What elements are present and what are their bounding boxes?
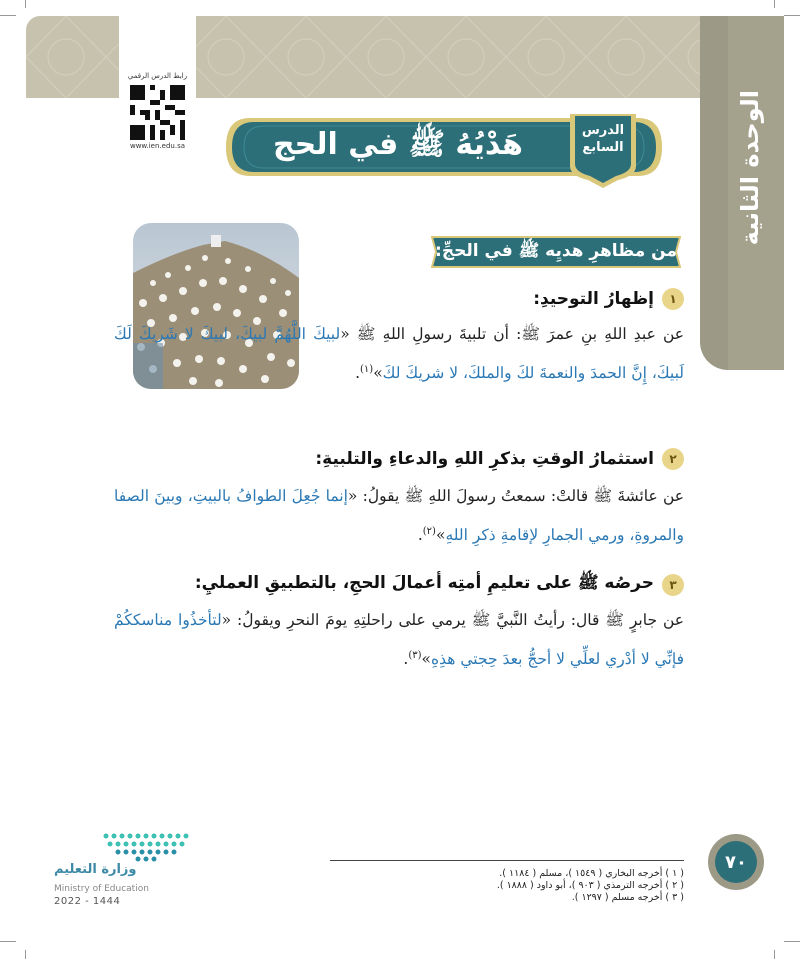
footnote-divider xyxy=(330,860,684,861)
ministry-name-ar: وزارة التعليم xyxy=(54,862,137,877)
lesson-badge-line1: الدرس xyxy=(581,123,625,138)
page-number: ٧٠ xyxy=(725,851,747,873)
edition-year: 2022 - 1444 xyxy=(54,896,121,907)
item-text-1 xyxy=(114,316,684,391)
crop-mark xyxy=(0,941,16,942)
quote-close-1: » xyxy=(373,364,383,383)
lesson-title: هَدْيُهُ ﷺ في الحج xyxy=(273,126,523,162)
crop-mark xyxy=(784,941,800,942)
footnote-2: ( ٢ ) أخرجه الترمذي ( ٩٠٣ )، أبو داود ( ١٨٨٨ ). xyxy=(496,880,684,891)
item-title-2 xyxy=(315,448,684,470)
lesson-badge-line2: السابع xyxy=(582,140,624,155)
footnotes xyxy=(330,868,684,904)
quote-close-2: » xyxy=(435,526,446,545)
footnote-3: ( ٣ ) أخرجه مسلم ( ١٢٩٧ ). xyxy=(571,892,684,903)
hadith-quote-3: لتأخذُوا مناسككُمْ فإنِّي لا أدْري لعلِّي لا أحجُّ بعدَ حِجتي هذِهِ xyxy=(114,611,684,669)
section-heading: من مظاهرِ هديِه ﷺ في الحجِّ: xyxy=(435,240,677,261)
item-number-1: ١ xyxy=(662,288,684,310)
item-text-2-intro: عن عائشةَ ﷺ قالتْ: سمعتُ رسولَ اللهِ ﷺ يقولُ: « xyxy=(347,487,684,505)
quote-close-3: » xyxy=(421,650,432,669)
lesson-badge-label xyxy=(566,122,640,156)
crop-mark xyxy=(25,0,26,8)
item-title-1-text: إظهارُ التوحيدِ: xyxy=(533,289,654,309)
item-text-3-intro: عن جابرٍ ﷺ قال: رأيتُ النَّبيَّ ﷺ يرمي على راحلتِهِ يومَ النحرِ ويقولُ: « xyxy=(221,611,685,629)
footnote-1: ( ١ ) أخرجه البخاري ( ١٥٤٩ )، مسلم ( ١١٨٤ ). xyxy=(499,868,684,879)
item-title-3 xyxy=(195,572,684,597)
crop-mark xyxy=(0,15,16,16)
item-title-2-text: استثمارُ الوقتِ بذكرِ اللهِ والدعاءِ والتلبيةِ: xyxy=(315,449,654,469)
footnote-ref-2[interactable]: (٢) xyxy=(422,526,436,537)
crop-mark xyxy=(774,950,775,959)
crop-mark xyxy=(25,950,26,959)
item-text-1-intro: عن عبدِ اللهِ بنِ عمرَ ﷺ: أن تلبيةَ رسولِ اللهِ ﷺ « xyxy=(340,325,684,343)
item-text-2 xyxy=(114,478,684,553)
footnote-ref-1[interactable]: (١) xyxy=(360,364,374,375)
item-number-2: ٢ xyxy=(662,448,684,470)
item-number-3: ٣ xyxy=(662,574,684,596)
unit-title: الوحدة الثانية xyxy=(736,90,764,246)
qr-caption: رابط الدرس الرقمي xyxy=(127,72,188,80)
item-text-2-end: . xyxy=(417,526,423,545)
hadith-quote-1: لبيكَ اللَّهُمَّ لبيكَ، لبيكَ لا شَريكَ لَكَ لَبيكَ، إِنَّ الحمدَ والنعمةَ لكَ والملكَ، لا شريكَ لكَ xyxy=(114,325,684,383)
footnote-ref-3[interactable]: (٣) xyxy=(408,650,422,661)
item-text-3 xyxy=(114,602,684,677)
ministry-logo-icon xyxy=(98,826,192,862)
item-text-1-end: . xyxy=(355,364,360,383)
crop-mark xyxy=(774,0,775,8)
item-text-3-end: . xyxy=(403,650,409,669)
item-title-1 xyxy=(533,288,684,310)
qr-code-icon[interactable] xyxy=(130,85,185,140)
ministry-name-en: Ministry of Education xyxy=(54,884,149,894)
qr-card[interactable] xyxy=(119,16,196,154)
hadith-quote-2: إنما جُعِلَ الطوافُ بالبيتِ، وبينَ الصفا والمروةِ، ورمي الجمارِ لإقامةِ ذكرِ اللهِ xyxy=(114,487,684,545)
qr-url[interactable]: www.ien.edu.sa xyxy=(129,142,186,150)
item-title-3-text: حرصُه ﷺ على تعليمِ أمتِه أعمالَ الحجِ، بالتطبيقِ العمليِ: xyxy=(194,573,654,593)
crop-mark xyxy=(784,15,800,16)
